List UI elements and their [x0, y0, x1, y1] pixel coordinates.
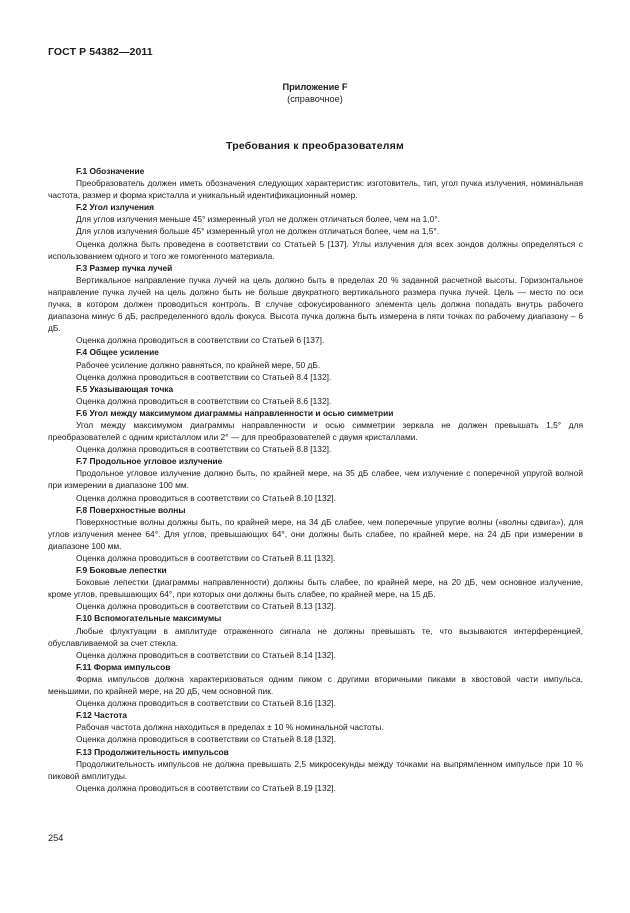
document-id: ГОСТ Р 54382—2011	[48, 46, 153, 58]
section-paragraph: Боковые лепестки (диаграммы направленности) должны быть слабее, по крайней мере, на 20 дБ, чем основное излучение, кроме углов, превышающих 64°, при которых они должны быть слабее, по крайней мере, на 15 дБ.	[48, 577, 583, 600]
section-heading: F.11 Форма импульсов	[76, 661, 171, 672]
section-heading: F.13 Продолжительность импульсов	[76, 746, 229, 757]
section-paragraph: Форма импульсов должна характеризоваться одним пиком с другими вторичными пиками в хвостовой части импульса, меньшими, по крайней мере, на 20 дБ, чем основной пик.	[48, 673, 583, 697]
section-paragraph: Оценка должна быть проведена в соответствии со Статьей 5 [137]. Углы излучения для всех зондов должны определяться с использованием одного и того же гомогенного материала.	[48, 238, 583, 261]
section-paragraph: Оценка должна проводиться в соответствии со Статьей 8.8 [132].	[76, 444, 332, 455]
section-paragraph: Для углов излучения меньше 45° измеренный угол не должен отличаться более, чем на 1,0°.	[76, 214, 440, 225]
section-heading: F.5 Указывающая точка	[76, 383, 174, 394]
page-number: 254	[48, 833, 64, 843]
section-paragraph: Оценка должна проводиться в соответствии со Статьей 8.11 [132].	[76, 553, 336, 563]
page-title: Требования к преобразователям	[226, 140, 404, 152]
section-paragraph: Преобразователь должен иметь обозначения следующих характеристик: изготовитель, тип, угол пучка излучения, номинальная частота, размер и форма кристалла и уникальный идентификационный номер.	[48, 178, 583, 201]
section-paragraph: Оценка должна проводиться в соответствии со Статьей 8.14 [132].	[76, 649, 336, 660]
document-body	[48, 165, 583, 794]
section-heading: F.6 Угол между максимумом диаграммы направленности и осью симметрии	[76, 407, 394, 418]
section-paragraph: Для углов излучения больше 45° измеренный угол не должен отличаться более, чем на 1,5°.	[76, 226, 440, 237]
annex-heading	[0, 81, 630, 105]
section-paragraph: Любые флуктуации в амплитуде отраженного сигнала не должны превышать те, что вызываются интерференцией, обуславливаемой за счет стекла.	[48, 625, 583, 648]
section-paragraph: Оценка должна проводиться в соответствии со Статьей 8.6 [132].	[76, 395, 332, 406]
section-paragraph: Угол между максимумом диаграммы направленности и осью симметрии зеркала не должен превышать 1,5° для преобразователей с одним кристаллом или 2° — для преобразователей с двумя кристаллами.	[48, 419, 583, 443]
section-paragraph: Оценка должна проводиться в соответствии со Статьей 8.18 [132].	[76, 734, 336, 745]
section-paragraph: Рабочее усиление должно равняться, по крайней мере, 50 дБ.	[76, 359, 321, 370]
section-paragraph: Оценка должна проводиться в соответствии со Статьей 8.10 [132].	[76, 492, 336, 503]
section-heading: F.3 Размер пучка лучей	[76, 262, 173, 273]
section-paragraph: Поверхностные волны должны быть, по крайней мере, на 34 дБ слабее, чем поперечные упругие волны («волны сдвига»), для углов излучения менее 64°. Для углов, превышающих 64°, они должны быть слабее, по крайней мере, на 24 дБ при измерении в диапазоне 100 мм.	[48, 516, 583, 551]
section-heading: F.2 Угол излучения	[76, 202, 155, 213]
section-paragraph: Продольное угловое излучение должно быть, по крайней мере, на 35 дБ слабее, чем излучение с поперечной упругой волной при измерении в диапазоне 100 мм.	[48, 468, 583, 491]
section-paragraph: Вертикальное направление пучка лучей на цель должно быть в пределах 20 % заданной расчетной высоты. Горизонтальное направление пучка лучей на цель должно быть не больше двукратного вертикального размера пучка лучей. Цель — место по оси пучка, в котором должен проводиться контроль. В случае сфокусированного элемента цель должна попадать внутрь рабочего диапазона минус 6 дБ, распределенного вдоль фокуса. Высота пучка должна быть измерена в пяти точках по рабочему диапазону – 6 дБ.	[48, 274, 583, 334]
section-heading: F.12 Частота	[76, 710, 128, 721]
section-heading: F.9 Боковые лепестки	[76, 565, 167, 576]
section-paragraph: Оценка должна проводиться в соответствии со Статьей 8.13 [132].	[76, 601, 336, 612]
annex-subtitle: (справочное)	[287, 94, 343, 104]
section-heading: F.4 Общее усиление	[76, 347, 159, 358]
section-paragraph: Продолжительность импульсов не должна превышать 2,5 микросекунды между точками на выпрямленном импульсе при 10 % пиковой амплитуды.	[48, 758, 583, 781]
section-heading: F.8 Поверхностные волны	[76, 504, 186, 515]
section-heading: F.10 Вспомогательные максимумы	[76, 613, 222, 624]
section-paragraph: Оценка должна проводиться в соответствии со Статьей 8.19 [132].	[76, 782, 336, 793]
section-paragraph: Оценка должна проводиться в соответствии со Статьей 8.16 [132].	[76, 698, 336, 709]
section-paragraph: Оценка должна проводиться в соответствии со Статьей 6 [137].	[76, 335, 325, 346]
section-heading: F.7 Продольное угловое излучение	[76, 456, 223, 467]
section-paragraph: Рабочая частота должна находиться в пределах ± 10 % номинальной частоты.	[76, 722, 384, 733]
section-heading: F.1 Обозначение	[76, 166, 145, 176]
annex-title: Приложение F	[282, 82, 348, 92]
section-paragraph: Оценка должна проводиться в соответствии со Статьей 8.4 [132].	[76, 371, 332, 382]
